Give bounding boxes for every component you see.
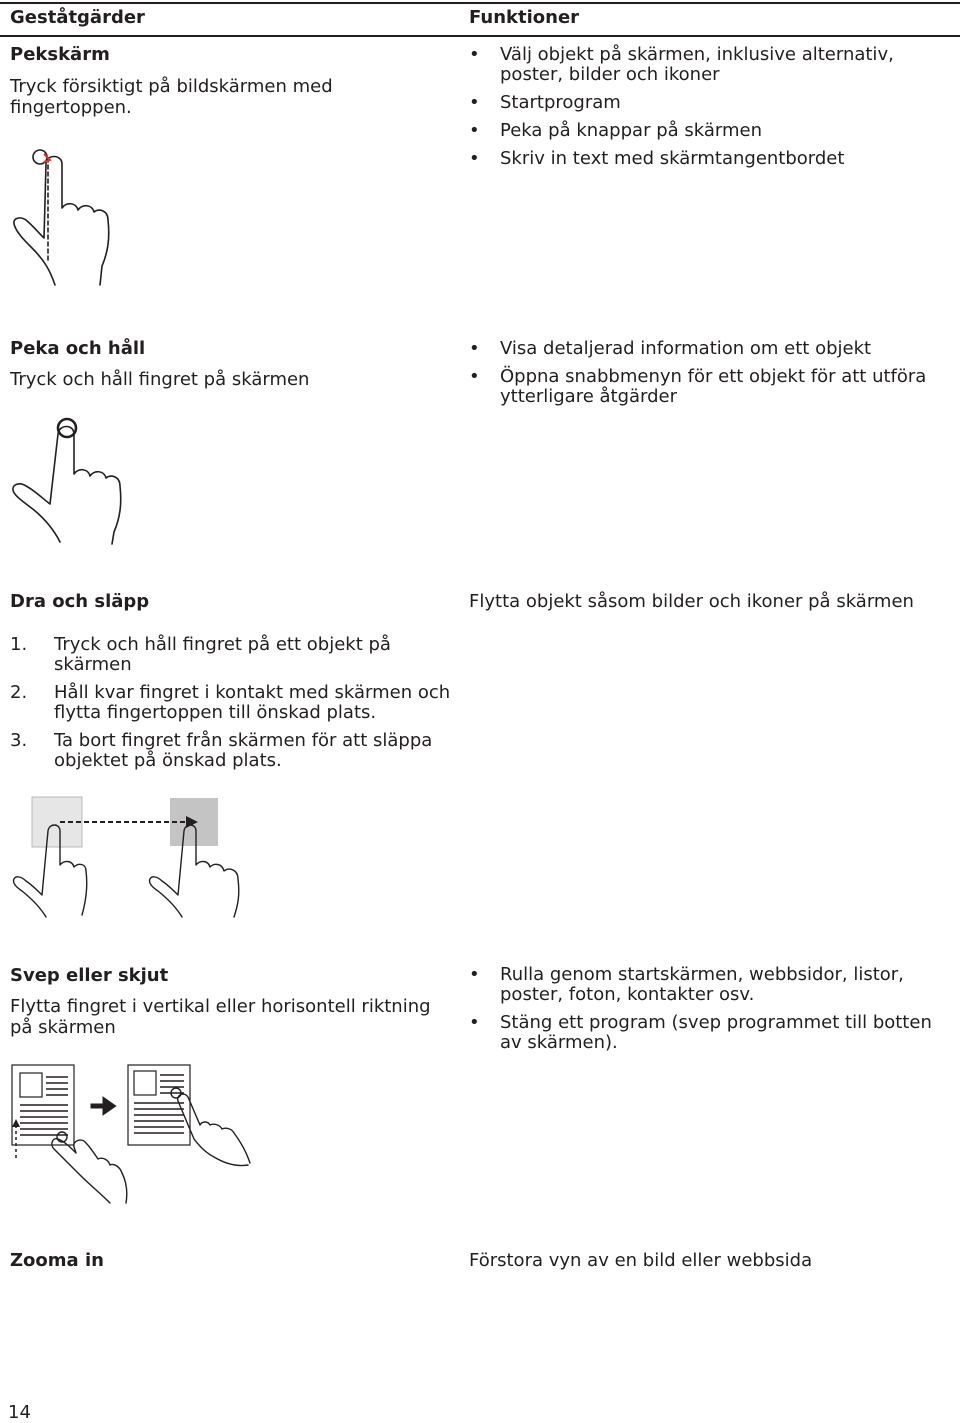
table-top-rule: [0, 2, 960, 4]
section-function-zoom-in: Förstora vyn av en bild eller webbsida: [469, 1250, 813, 1271]
list-item: • Öppna snabbmenyn för ett objekt för att utföra ytterligare åtgärder: [469, 367, 949, 407]
step-text: Ta bort fingret från skärmen för att släppa objektet på önskad plats.: [54, 730, 433, 771]
step-number: 2.: [10, 682, 28, 703]
section-title-zoom-in: Zooma in: [10, 1250, 104, 1271]
step-list-drag-drop: [10, 635, 460, 779]
section-desc-tap: Tryck försiktigt på bildskärmen med fingertoppen.: [10, 76, 333, 118]
section-title-press-hold: Peka och håll: [10, 338, 146, 359]
step-text: Håll kvar fingret i kontakt med skärmen och flytta fingertoppen till önskad plats.: [54, 682, 451, 723]
page-number: 14: [8, 1402, 31, 1423]
list-item: [10, 635, 460, 675]
list-item: [10, 683, 460, 723]
swipe-gesture-icon: [10, 1063, 255, 1208]
header-functions: Funktioner: [469, 7, 580, 28]
list-item: • Skriv in text med skärmtangentbordet: [469, 149, 949, 169]
list-item: • Välj objekt på skärmen, inklusive alternativ, poster, bilder och ikoner: [469, 45, 949, 85]
section-title-tap: Pekskärm: [10, 44, 110, 65]
section-title-swipe: Svep eller skjut: [10, 965, 169, 986]
press-and-hold-gesture-icon: [10, 412, 130, 547]
function-list-press-hold: [469, 339, 949, 415]
function-list-tap: [469, 45, 949, 177]
section-title-drag-drop: Dra och släpp: [10, 591, 150, 612]
section-desc-swipe: Flytta fingret i vertikal eller horisontell riktning på skärmen: [10, 996, 431, 1038]
drag-and-drop-gesture-icon: [10, 795, 250, 920]
list-item: • Stäng ett program (svep programmet till botten av skärmen).: [469, 1013, 949, 1053]
step-number: 3.: [10, 730, 28, 751]
header-gestures: Geståtgärder: [10, 7, 145, 28]
list-item: • Startprogram: [469, 93, 949, 113]
list-item: • Peka på knappar på skärmen: [469, 121, 949, 141]
list-item: [10, 731, 460, 771]
tap-gesture-icon: [10, 140, 120, 290]
step-number: 1.: [10, 634, 28, 655]
step-text: Tryck och håll fingret på ett objekt på skärmen: [54, 634, 391, 675]
list-item: • Visa detaljerad information om ett objekt: [469, 339, 949, 359]
section-function-drag-drop: Flytta objekt såsom bilder och ikoner på skärmen: [469, 591, 914, 612]
section-desc-press-hold: Tryck och håll fingret på skärmen: [10, 369, 310, 390]
list-item: • Rulla genom startskärmen, webbsidor, listor, poster, foton, kontakter osv.: [469, 965, 949, 1005]
function-list-swipe: [469, 965, 949, 1061]
table-header-rule: [0, 35, 960, 37]
